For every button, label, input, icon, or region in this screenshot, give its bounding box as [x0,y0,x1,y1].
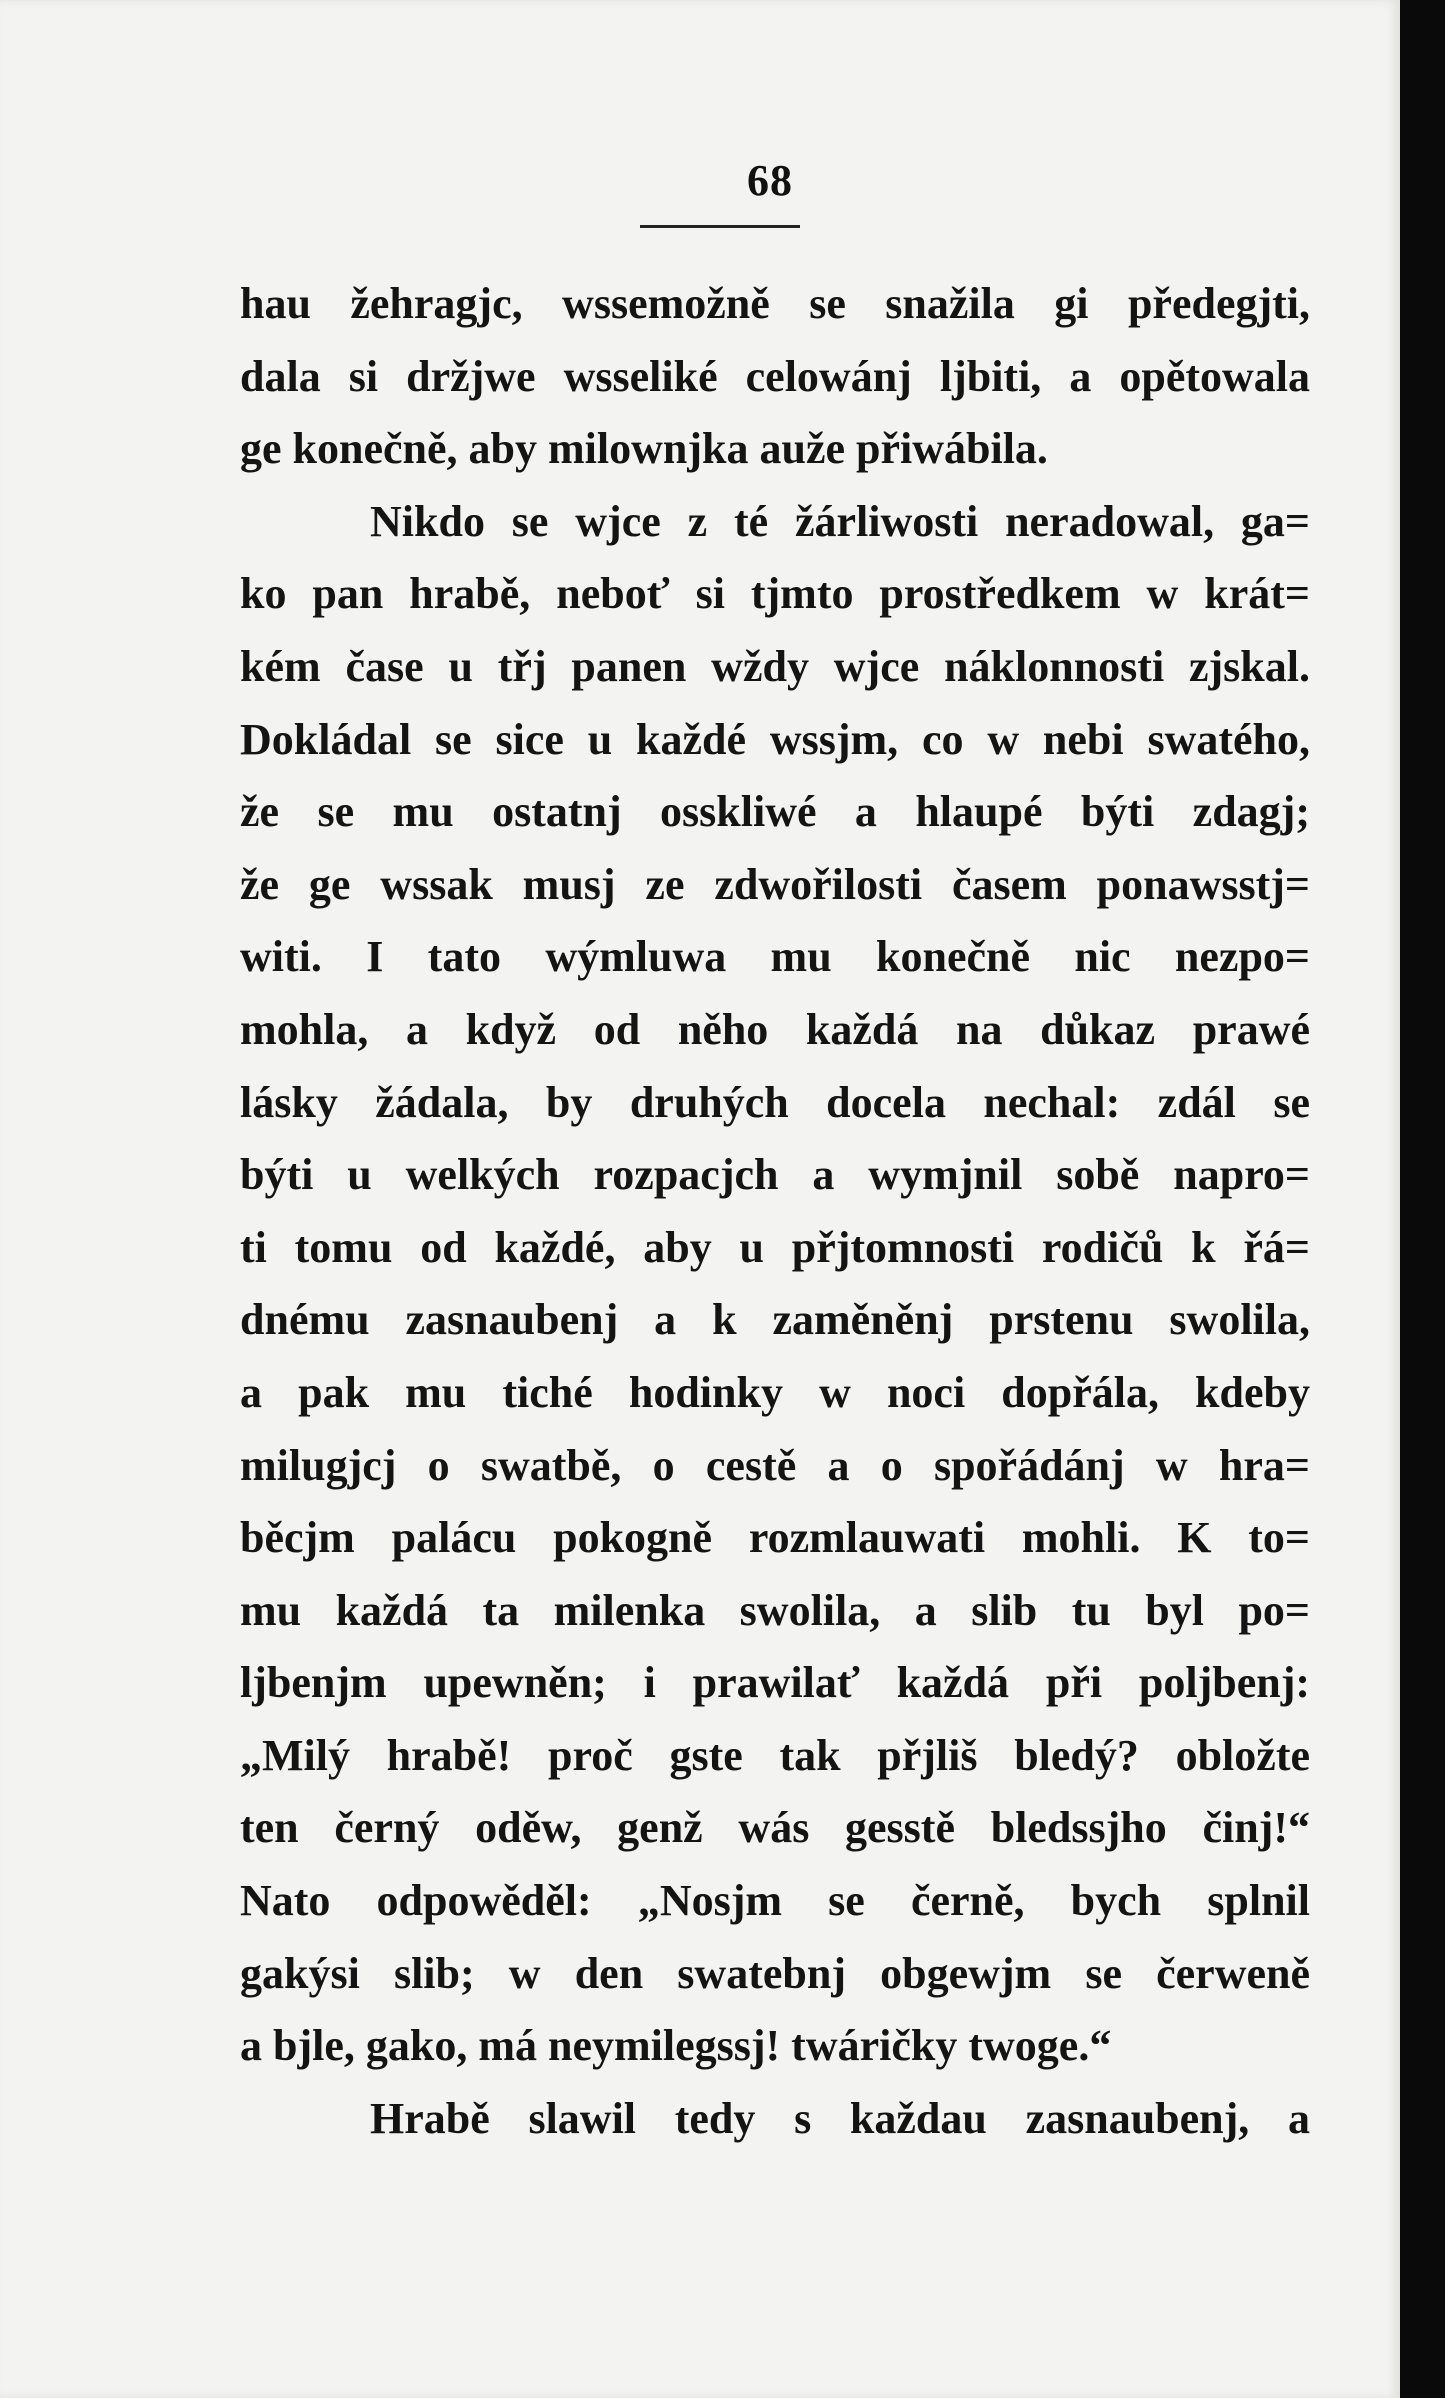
text-line: ko pan hrabě, neboť si tjmto prostředkem w krát= [240,569,1310,619]
text-line: witi. I tato wýmluwa mu konečně nic nezpo= [240,932,1310,982]
text-line: dnému zasnaubenj a k zaměněnj prstenu swolila, [240,1295,1310,1345]
text-line: býti u welkých rozpacjch a wymjnil sobě napro= [240,1150,1310,1200]
text-line: ljbenjm upewněn; i prawilať každá při poljbenj: [240,1658,1310,1708]
page-edge [1400,0,1445,2398]
text-line: hau žehragjc, wssemožně se snažila gi předegjti, [240,279,1310,328]
page-number: 68 [747,156,793,205]
text-line: Hrabě slawil tedy s každau zasnaubenj, a [370,2093,1310,2143]
text-line: Dokládal se sice u každé wssjm, co w nebi swatého, [240,714,1310,764]
text-line: Nato odpowěděl: „Nosjm se černě, bych splnil [240,1876,1310,1926]
text-line: a pak mu tiché hodinky w noci dopřála, kdeby [240,1367,1310,1417]
body-text [240,268,1310,2155]
text-line: mohla, a když od něho každá na důkaz prawé [240,1004,1310,1054]
text-line: mu každá ta milenka swolila, a slib tu byl po= [240,1585,1310,1635]
text-line: ten černý oděw, genž wás gesstě bledssjho činj!“ [240,1803,1310,1853]
text-line: dala si držjwe wsseliké celowánj ljbiti, a opětowala [240,351,1310,401]
text-line: a bjle, gako, má neymilegssj! twáričky twoge.“ [240,2021,1112,2071]
text-line: ti tomu od každé, aby u přjtomnosti rodičů k řá= [240,1222,1310,1272]
text-line: gakýsi slib; w den swatebnj obgewjm se čerweně [240,1948,1310,1998]
header-rule [640,225,800,228]
text-line: „Milý hrabě! proč gste tak přjliš bledý? obložte [240,1730,1310,1780]
text-line: že se mu ostatnj osskliwé a hlaupé býti zdagj; [240,787,1310,837]
text-line: kém čase u třj panen wždy wjce náklonnosti zjskal. [240,641,1310,691]
text-line: běcjm palácu pokogně rozmlauwati mohli. K to= [240,1513,1310,1563]
text-line: že ge wssak musj ze zdwořilosti časem ponawsstj= [240,859,1310,909]
text-line: milugjcj o swatbě, o cestě a o spořádánj w hra= [240,1440,1310,1490]
text-line: Nikdo se wjce z té žárliwosti neradowal, ga= [370,496,1310,546]
text-line: lásky žádala, by druhých docela nechal: zdál se [240,1077,1310,1127]
text-line: ge konečně, aby milownjka auže přiwábila. [240,424,1048,474]
